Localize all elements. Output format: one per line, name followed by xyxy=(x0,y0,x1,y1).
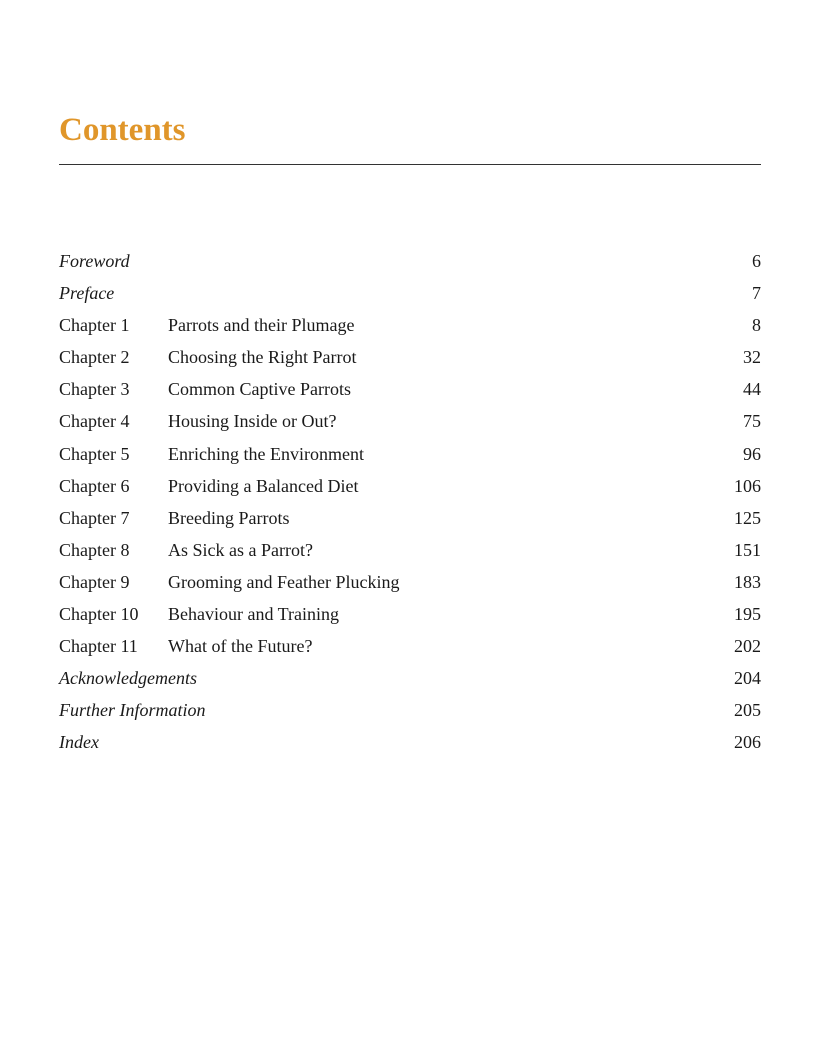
toc-entry-label: Chapter 8 xyxy=(59,539,130,560)
toc-entry-title: Parrots and their Plumage xyxy=(168,315,355,336)
toc-entry-title: Choosing the Right Parrot xyxy=(168,347,357,368)
toc-entry-page: 8 xyxy=(752,315,761,336)
page-title: Contents xyxy=(59,112,186,148)
toc-entry-chapter-1[interactable] xyxy=(59,309,761,341)
toc-entry-chapter-10[interactable] xyxy=(59,598,761,630)
toc-entry-page: 205 xyxy=(734,700,761,721)
toc-entry-page: 106 xyxy=(734,475,761,496)
toc-entry-title: Breeding Parrots xyxy=(168,507,290,528)
toc-entry-page: 151 xyxy=(734,539,761,560)
toc-entry-title: As Sick as a Parrot? xyxy=(168,539,313,560)
toc-entry-page: 6 xyxy=(752,251,761,271)
toc-entry-label: Chapter 6 xyxy=(59,475,130,496)
toc-entry-page: 32 xyxy=(743,347,761,368)
toc-entry-page: 183 xyxy=(734,571,761,592)
toc-entry-page: 125 xyxy=(734,507,761,528)
toc-entry-acknowledgements[interactable] xyxy=(59,662,761,694)
toc-entry-chapter-2[interactable] xyxy=(59,341,761,373)
toc-entry-label: Chapter 9 xyxy=(59,571,130,592)
toc-entry-page: 202 xyxy=(734,636,761,657)
toc-entry-label: Chapter 5 xyxy=(59,443,130,464)
toc-entry-chapter-6[interactable] xyxy=(59,470,761,502)
title-divider xyxy=(59,164,761,165)
toc-entry-chapter-5[interactable] xyxy=(59,438,761,470)
toc-entry-index[interactable] xyxy=(59,726,761,758)
toc-entry-title: Grooming and Feather Plucking xyxy=(168,571,400,592)
toc-entry-label: Chapter 1 xyxy=(59,315,130,336)
toc-entry-chapter-3[interactable] xyxy=(59,373,761,405)
toc-entry-label: Chapter 10 xyxy=(59,604,139,625)
toc-entry-title: Common Captive Parrots xyxy=(168,379,351,400)
toc-entry-label: Chapter 4 xyxy=(59,411,130,432)
toc-entry-preface[interactable] xyxy=(59,277,761,309)
toc-entry-label: Chapter 11 xyxy=(59,636,138,657)
toc-entry-title: Behaviour and Training xyxy=(168,604,339,625)
toc-entry-chapter-9[interactable] xyxy=(59,566,761,598)
toc-entry-chapter-8[interactable] xyxy=(59,534,761,566)
table-of-contents xyxy=(59,245,761,759)
toc-entry-page: 204 xyxy=(734,668,761,689)
toc-entry-page: 195 xyxy=(734,604,761,625)
toc-entry-chapter-4[interactable] xyxy=(59,405,761,437)
toc-entry-foreword[interactable] xyxy=(59,245,761,277)
toc-entry-title: What of the Future? xyxy=(168,636,313,657)
toc-entry-label: Index xyxy=(59,732,99,753)
toc-entry-chapter-11[interactable] xyxy=(59,630,761,662)
toc-entry-title: Providing a Balanced Diet xyxy=(168,475,359,496)
toc-entry-label: Further Information xyxy=(59,700,206,721)
toc-entry-further-information[interactable] xyxy=(59,694,761,726)
toc-entry-label: Chapter 2 xyxy=(59,347,130,368)
toc-entry-label: Acknowledgements xyxy=(59,668,197,689)
toc-entry-page: 96 xyxy=(743,443,761,464)
toc-entry-title: Enriching the Environment xyxy=(168,443,364,464)
toc-entry-label: Preface xyxy=(59,283,115,304)
toc-entry-page: 44 xyxy=(743,379,761,400)
toc-entry-label: Chapter 7 xyxy=(59,507,130,528)
toc-entry-label: Foreword xyxy=(59,251,130,271)
toc-entry-label: Chapter 3 xyxy=(59,379,130,400)
toc-entry-page: 7 xyxy=(752,283,761,304)
toc-entry-chapter-7[interactable] xyxy=(59,502,761,534)
toc-entry-page: 206 xyxy=(734,732,761,753)
toc-entry-title: Housing Inside or Out? xyxy=(168,411,337,432)
toc-entry-page: 75 xyxy=(743,411,761,432)
